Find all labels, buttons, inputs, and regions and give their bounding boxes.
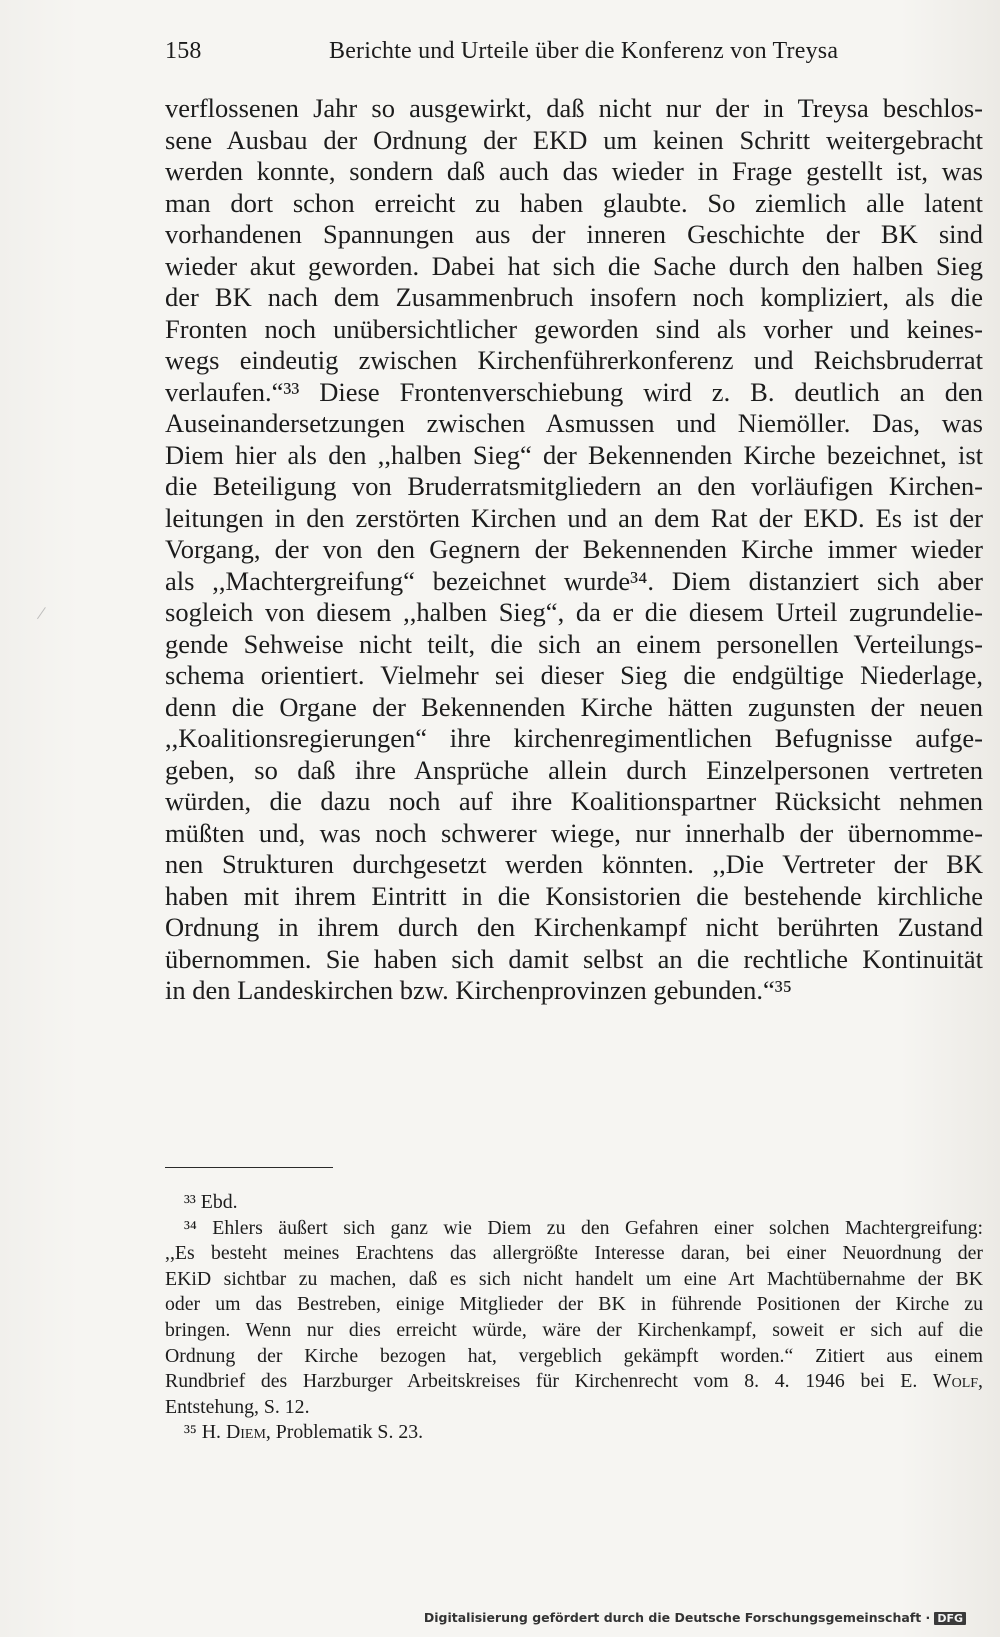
text-line: die Beteiligung von Bruderratsmitgliedern an den vorläufigen Kirchen- <box>165 471 983 501</box>
text-line: Diem hier als den ,,halben Sieg“ der Bekennenden Kirche bezeichnet, ist <box>165 439 983 470</box>
text-line: ,,Koalitionsregierungen“ ihre kirchenregimentlichen Befugnisse aufge- <box>165 723 983 753</box>
text-line: verlaufen.“³³ Diese Frontenverschiebung wird z. B. deutlich an den <box>165 376 983 407</box>
footnote-33: ³³ Ebd. <box>184 1191 238 1213</box>
footnote-34-line: Entstehung, S. 12. <box>165 1395 310 1418</box>
footnote-34-line: oder um das Bestreben, einige Mitglieder der BK in führende Positionen der Kirche zu <box>165 1293 983 1316</box>
footnote-34-line <box>165 1369 983 1395</box>
text-line: verflossenen Jahr so ausgewirkt, daß nicht nur der in Treysa beschlos- <box>165 93 983 123</box>
footnote-35-prefix: ³⁵ H. <box>184 1421 226 1444</box>
footnote-separator-rule <box>165 1167 333 1168</box>
author-name-wolf: Wolf <box>932 1370 979 1393</box>
text-line: denn die Organe der Bekennenden Kirche hätten zugunsten der neuen <box>165 691 983 722</box>
text-line: Fronten noch unübersichtlicher geworden sind als vorher und keines- <box>165 313 983 344</box>
footnote-34-comma: , <box>978 1370 983 1393</box>
text-line: wegs eindeutig zwischen Kirchenführerkonferenz und Reichsbruderrat <box>165 345 983 375</box>
credit-text: Digitalisierung gefördert durch die Deutsche Forschungsgemeinschaft · <box>423 1610 931 1625</box>
author-name-diem: Diem <box>225 1421 266 1444</box>
text-line: haben mit ihrem Eintritt in die Konsistorien die bestehende kirchliche <box>165 880 983 911</box>
dfg-logo: DFG <box>934 1612 966 1625</box>
text-line: geben, so daß ihre Ansprüche allein durch Einzelpersonen vertreten <box>165 754 983 785</box>
text-line: in den Landeskirchen bzw. Kirchenprovinzen gebunden.“³⁵ <box>165 975 792 1005</box>
text-line: gende Sehweise nicht teilt, die sich an einem personellen Verteilungs- <box>165 628 983 659</box>
text-line: werden konnte, sondern daß auch das wieder in Frage gestellt ist, was <box>165 156 983 186</box>
running-title: Berichte und Urteile über die Konferenz von Treysa <box>329 38 839 64</box>
text-line: Vorgang, der von den Gegnern der Bekennenden Kirche immer wieder <box>165 534 983 564</box>
text-line: man dort schon erreicht zu haben glaubte. So ziemlich alle latent <box>165 187 983 218</box>
footnote-34-text: Rundbrief des Harzburger Arbeitskreises für Kirchenrecht vom 8. 4. 1946 bei E. <box>165 1370 933 1393</box>
text-line: vorhandenen Spannungen aus der inneren Geschichte der BK sind <box>165 219 983 249</box>
footnote-35-suffix: , Problematik S. 23. <box>265 1421 424 1444</box>
page-number: 158 <box>165 38 202 64</box>
text-line: Auseinandersetzungen zwischen Asmussen und Niemöller. Das, was <box>165 408 983 438</box>
footnote-34-line: bringen. Wenn nur dies erreicht würde, wäre der Kirchenkampf, soweit er sich auf die <box>165 1318 983 1341</box>
text-line: müßten und, was noch schwerer wiege, nur innerhalb der übernomme- <box>165 817 983 848</box>
digitization-credit <box>424 1610 966 1625</box>
footnote-35 <box>165 1420 983 1446</box>
text-line: sogleich von diesem ,,halben Sieg“, da er die diesem Urteil zugrundelie- <box>165 597 983 627</box>
text-line: als ,,Machtergreifung“ bezeichnet wurde³⁴. Diem distanziert sich aber <box>165 565 983 596</box>
text-line: wieder akut geworden. Dabei hat sich die Sache durch den halben Sieg <box>165 250 983 281</box>
footnote-34-line: Ordnung der Kirche bezogen hat, vergeblich gekämpft worden.“ Zitiert aus einem <box>165 1344 983 1367</box>
text-line: würden, die dazu noch auf ihre Koalitionspartner Rücksicht nehmen <box>165 786 983 816</box>
footnote-34-line: EKiD sichtbar zu machen, daß es sich nicht handelt um eine Art Machtübernahme der BK <box>165 1267 983 1290</box>
text-line: übernommen. Sie haben sich damit selbst an die rechtliche Kontinuität <box>165 943 983 974</box>
text-line: sene Ausbau der Ordnung der EKD um keinen Schritt weitergebracht <box>165 124 983 155</box>
text-line: der BK nach dem Zusammenbruch insofern noch kompliziert, als die <box>165 282 983 312</box>
footnotes-block <box>165 1190 983 1446</box>
footnote-34-line: ,,Es besteht meines Erachtens das allergrößte Interesse daran, bei einer Neuordnung der <box>165 1242 983 1265</box>
text-line: schema orientiert. Vielmehr sei dieser Sieg die endgültige Niederlage, <box>165 660 983 690</box>
footnote-34-line: ³⁴ Ehlers äußert sich ganz wie Diem zu den Gefahren einer solchen Machtergreifung: <box>184 1216 983 1239</box>
main-text-block <box>165 93 983 1007</box>
text-line: nen Strukturen durchgesetzt werden könnten. ,,Die Vertreter der BK <box>165 849 983 879</box>
pencil-margin-mark <box>37 607 54 625</box>
text-line: Ordnung in ihrem durch den Kirchenkampf nicht berührten Zustand <box>165 912 983 942</box>
text-line: leitungen in den zerstörten Kirchen und an dem Rat der EKD. Es ist der <box>165 502 983 533</box>
